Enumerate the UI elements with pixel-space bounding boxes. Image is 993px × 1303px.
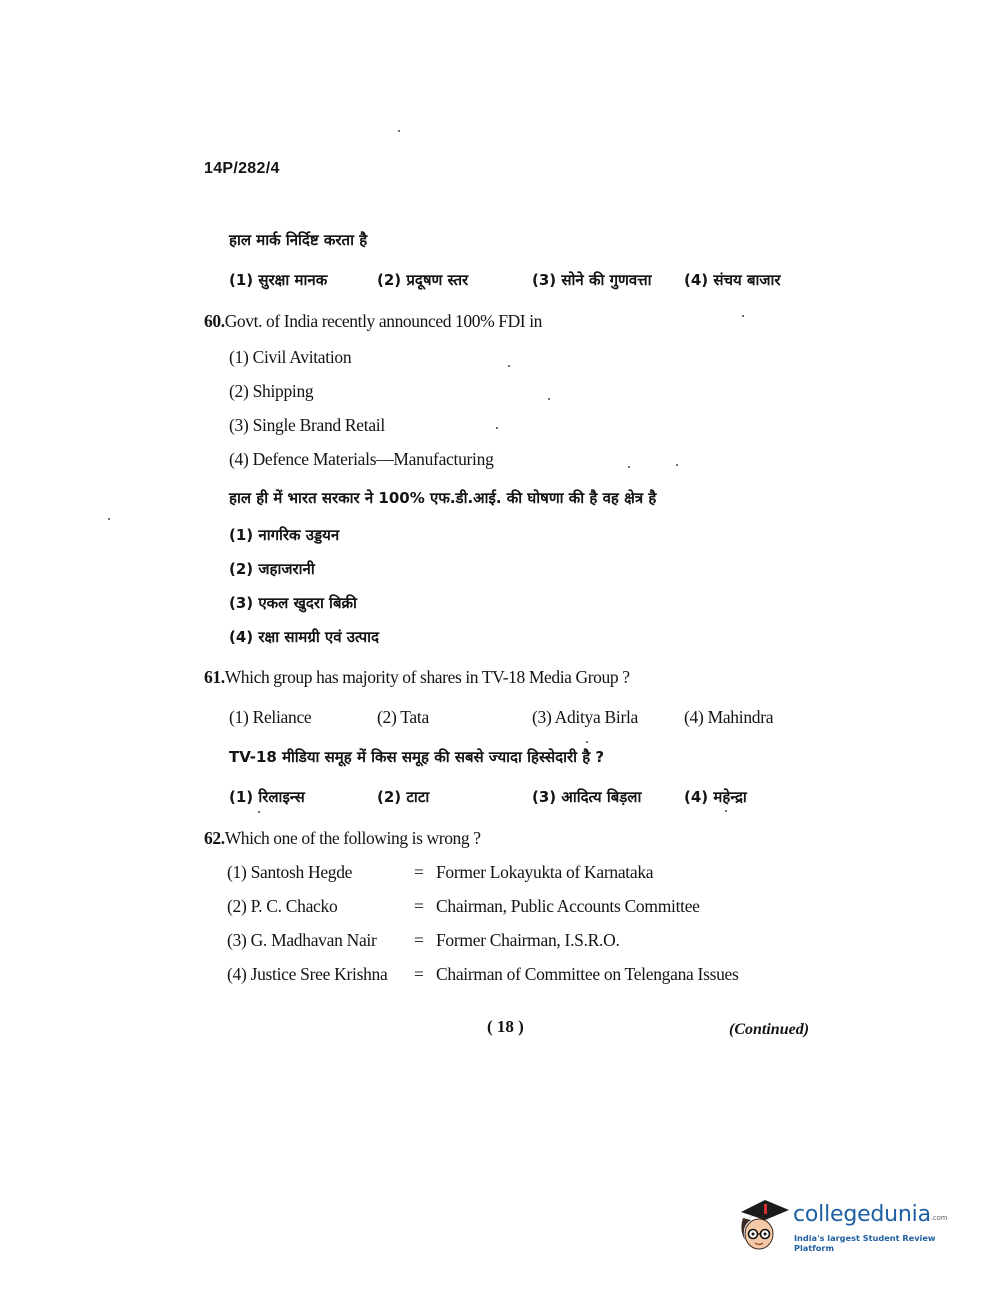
q62-pair-4-sep: =	[414, 964, 424, 984]
q61-hindi-question: TV-18 मीडिया समूह में किस समूह की सबसे ज्यादा हिस्सेदारी है ?	[229, 748, 605, 766]
q62-pair-1-right: Former Lokayukta of Karnataka	[436, 862, 654, 882]
q61-english-option-4: (4) Mahindra	[684, 707, 774, 727]
q60-question	[204, 311, 542, 332]
q62-pair-3-left: (3) G. Madhavan Nair	[227, 930, 377, 950]
q61-hindi-option-4: (4) महेन्द्रा	[684, 788, 747, 806]
q61-english-option-1: (1) Reliance	[229, 707, 312, 727]
q62-pair-4	[227, 964, 787, 986]
q60-english-option-3: (3) Single Brand Retail	[229, 415, 385, 435]
q61-hindi-option-1: (1) रिलाइन्स	[229, 788, 305, 806]
q59-option-1: (1) सुरक्षा मानक	[229, 271, 328, 289]
q62-pair-3-right: Former Chairman, I.S.R.O.	[436, 930, 620, 950]
collegedunia-watermark	[735, 1196, 965, 1266]
q60-english-option-1: (1) Civil Avitation	[229, 347, 352, 367]
brand-name: collegedunia$^{.com}$	[793, 1202, 948, 1227]
q61-hindi-option-3: (3) आदित्य बिड़ला	[532, 788, 642, 806]
q62-pair-2-right: Chairman, Public Accounts Committee	[436, 896, 700, 916]
paper-code: 14P/282/4	[204, 160, 280, 177]
q61-question	[204, 667, 630, 688]
q61-hindi-options	[229, 787, 829, 811]
q59-option-3: (3) सोने की गुणवत्ता	[532, 271, 652, 289]
q62-pair-2-sep: =	[414, 896, 424, 916]
q60-english-option-4: (4) Defence Materials—Manufacturing	[229, 449, 494, 469]
scan-speck	[586, 741, 588, 743]
q59-hindi-options	[229, 270, 829, 294]
scan-speck	[725, 810, 727, 812]
q61-english-option-3: (3) Aditya Birla	[532, 707, 639, 727]
q62-pair-4-right: Chairman of Committee on Telengana Issues	[436, 964, 739, 984]
scan-speck	[508, 365, 510, 367]
continued-label: (Continued)	[729, 1021, 810, 1038]
q62-question	[204, 828, 481, 849]
scan-speck	[398, 130, 400, 132]
q60-english-option-2: (2) Shipping	[229, 381, 314, 401]
q62-pair-3-sep: =	[414, 930, 424, 950]
scan-speck	[108, 518, 110, 520]
q62-number: 62.	[204, 828, 225, 848]
scan-speck	[742, 315, 744, 317]
q61-english-options	[229, 707, 829, 731]
q59-option-2: (2) प्रदूषण स्तर	[377, 271, 469, 289]
scan-speck	[676, 464, 678, 466]
scan-speck	[548, 398, 550, 400]
q62-pair-1	[227, 862, 787, 884]
q60-number: 60.	[204, 311, 225, 331]
q60-hindi-option-4: (4) रक्षा सामग्री एवं उत्पाद	[229, 628, 379, 646]
q60-hindi-option-2: (2) जहाजरानी	[229, 560, 315, 578]
q59-option-4: (4) संचय बाजार	[684, 271, 781, 289]
brand-tagline: India's largest Student Review Platform	[794, 1233, 936, 1253]
student-mascot-icon	[735, 1196, 793, 1262]
q60-english-text: Govt. of India recently announced 100% FDI in	[224, 311, 543, 331]
q62-pair-2-left: (2) P. C. Chacko	[227, 896, 338, 916]
scan-speck	[258, 811, 260, 813]
q62-pair-2	[227, 896, 787, 918]
q60-hindi-option-1: (1) नागरिक उड्डयन	[229, 526, 340, 544]
q61-english-option-2: (2) Tata	[377, 707, 429, 727]
q62-pair-4-left: (4) Justice Sree Krishna	[227, 964, 388, 984]
q61-number: 61.	[204, 667, 225, 687]
q62-pair-1-left: (1) Santosh Hegde	[227, 862, 353, 882]
scan-speck	[496, 427, 498, 429]
q62-pair-3	[227, 930, 787, 952]
q60-hindi-question: हाल ही में भारत सरकार ने 100% एफ.डी.आई. की घोषणा की है वह क्षेत्र है	[229, 489, 657, 507]
scan-speck	[628, 466, 630, 468]
q60-hindi-option-3: (3) एकल खुदरा बिक्री	[229, 594, 357, 612]
q61-english-text: Which group has majority of shares in TV-18 Media Group ?	[224, 667, 630, 687]
q61-hindi-option-2: (2) टाटा	[377, 788, 430, 806]
q59-hindi-question: हाल मार्क निर्दिष्ट करता है	[229, 231, 368, 249]
page-number: ( 18 )	[487, 1017, 524, 1036]
q62-english-text: Which one of the following is wrong ?	[224, 828, 481, 848]
q62-pair-1-sep: =	[414, 862, 424, 882]
